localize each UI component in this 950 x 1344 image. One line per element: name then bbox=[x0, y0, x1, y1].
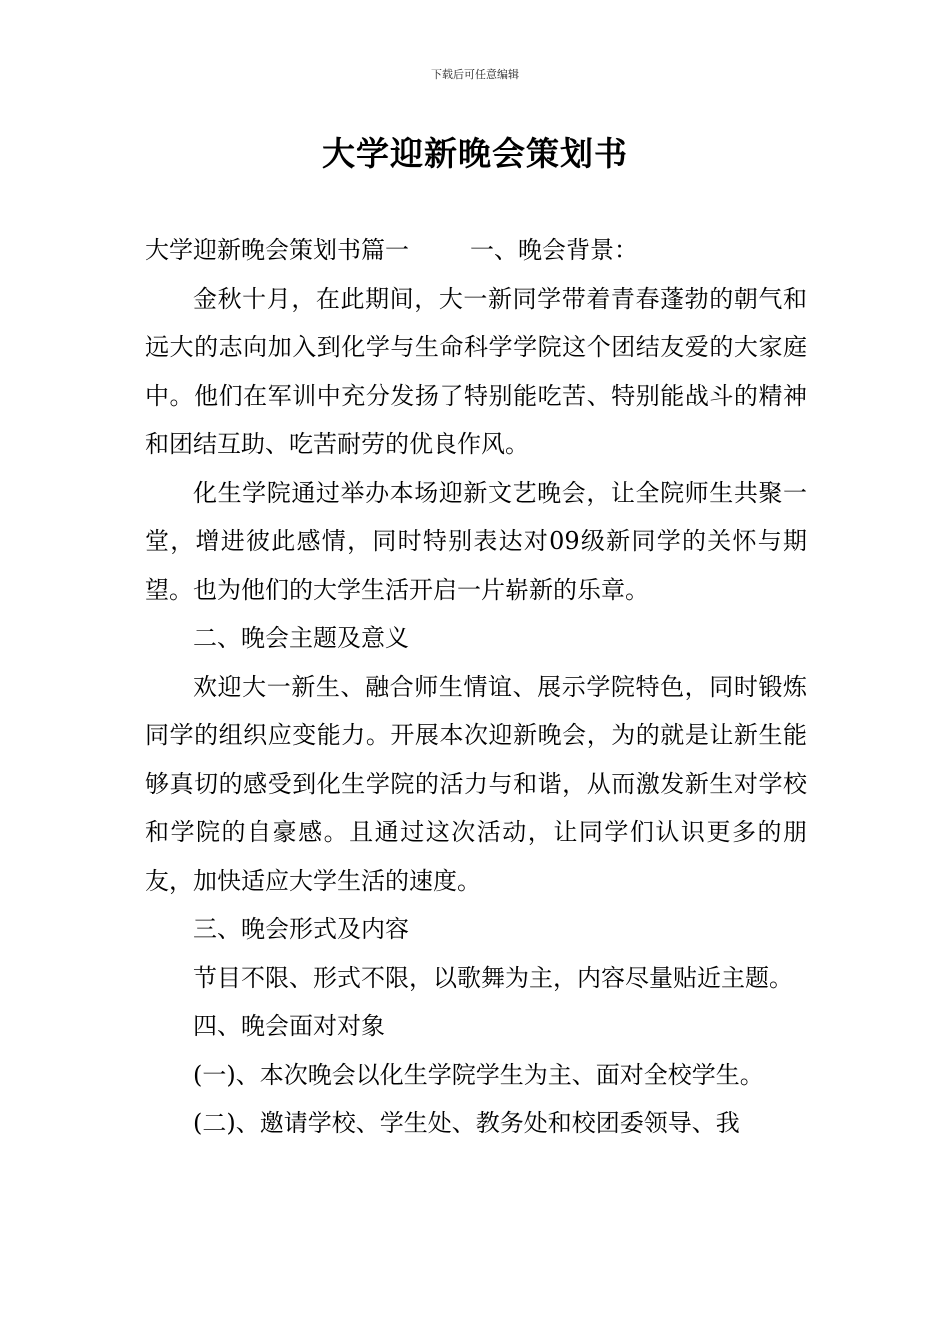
section-heading-format: 三、晚会形式及内容 bbox=[193, 915, 409, 943]
document-title: 大学迎新晚会策划书 bbox=[322, 134, 628, 173]
section-heading-background: 大学迎新晚会策划书篇一 一、晚会背景： bbox=[145, 236, 639, 264]
paragraph-theme: 欢迎大一新生、融合师生情谊、展示学院特色，同时锻炼同学的组织应变能力。开展本次迎新晚会，为的就是让新生能够真切的感受到化生学院的活力与和谐，从而激发新生对学校和学院的自豪感。且通过这次活动，让同学们认识更多的朋友，加快适应大学生活的速度。 bbox=[145, 672, 807, 895]
paragraph-purpose: 化生学院通过举办本场迎新文艺晚会，让全院师生共聚一堂，增进彼此感情，同时特别表达对09级新同学的关怀与期望。也为他们的大学生活开启一片崭新的乐章。 bbox=[145, 478, 807, 604]
document-body bbox=[145, 226, 807, 1148]
header-note: 下载后可任意编辑 bbox=[431, 68, 519, 81]
paragraph-audience-2: (二)、邀请学校、学生处、教务处和校团委领导、我 bbox=[193, 1109, 740, 1137]
paragraph-autumn-intro: 金秋十月，在此期间，大一新同学带着青春蓬勃的朝气和远大的志向加入到化学与生命科学学院这个团结友爱的大家庭中。他们在军训中充分发扬了特别能吃苦、特别能战斗的精神和团结互助、吃苦耐劳的优良作风。 bbox=[145, 284, 807, 458]
paragraph-format: 节目不限、形式不限，以歌舞为主，内容尽量贴近主题。 bbox=[193, 963, 793, 992]
section-heading-theme: 二、晚会主题及意义 bbox=[193, 624, 409, 652]
paragraph-audience-1: (一)、本次晚会以化生学院学生为主、面对全校学生。 bbox=[193, 1060, 764, 1089]
section-heading-audience: 四、晚会面对对象 bbox=[193, 1012, 385, 1040]
